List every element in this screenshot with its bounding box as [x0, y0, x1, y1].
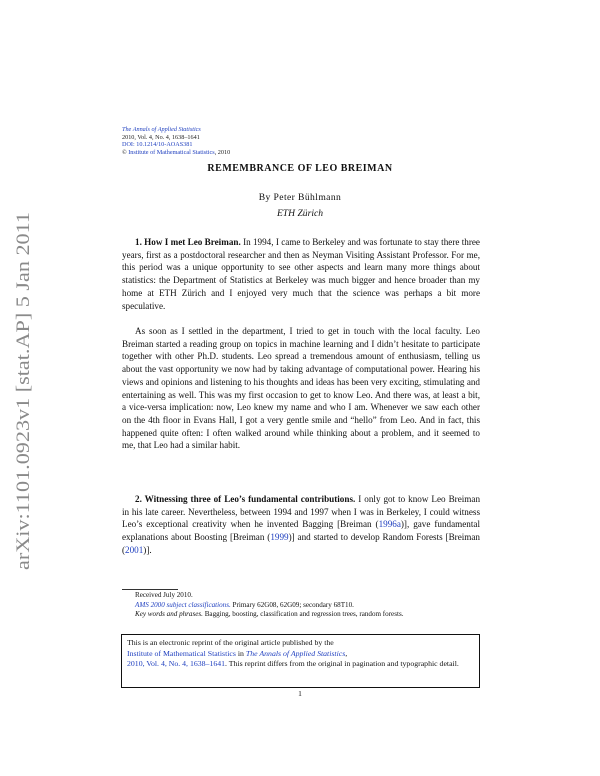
reprint-citation-link[interactable]: 2010, Vol. 4, No. 4, 1638–1641 — [127, 659, 226, 669]
footnote-keywords — [122, 610, 480, 620]
page-number: 1 — [298, 689, 302, 698]
ams-classification-text: Primary 62G08, 62G09; secondary 68T10. — [230, 600, 354, 609]
reprint-notice — [121, 634, 480, 688]
copyright-year: , 2010 — [214, 148, 231, 156]
section-1-heading: 1. How I met Leo Breiman. — [135, 237, 241, 247]
arxiv-stamp-text: arXiv:1101.0923v1 [stat.AP] 5 Jan 2011 — [14, 271, 34, 570]
citation-link-2001[interactable]: 2001 — [125, 544, 144, 555]
arxiv-stamp — [4, 210, 38, 570]
section-2-text-b: )], gave fundamental explanations about Boosting [Breiman ( — [122, 519, 480, 543]
paper-author: By Peter Bühlmann — [258, 192, 342, 203]
section-1 — [122, 236, 480, 312]
copyright-symbol: © — [122, 148, 127, 156]
section-2-text-a: I only got to know Leo Breiman in his late career. Nevertheless, between 1994 and 1997 when I was in Berkeley, I could witness Leo’s exceptional creativity when he invented Bagging [Breiman ( — [122, 494, 481, 530]
section-2-heading: 2. Witnessing three of Leo’s fundamental contributions. — [135, 494, 356, 504]
journal-doi[interactable]: DOI: 10.1214/10-AOAS381 — [122, 141, 193, 149]
footnote-ams — [122, 601, 480, 611]
citation-link-1999[interactable]: 1999 — [270, 532, 289, 543]
keywords-label: Key words and phrases. — [135, 610, 203, 619]
reprint-rest: . This reprint differs from the original in pagination and typographic detail. — [225, 659, 459, 669]
reprint-line-1: This is an electronic reprint of the original article published by the — [127, 638, 334, 647]
journal-copyright — [122, 149, 230, 157]
section-1-para-1-text: In 1994, I came to Berkeley and was fortunate to stay there three years, first as a postdoctoral researcher and then as Neyman Visiting Assistant Professor. For me, this period was a unique opportunity to see other aspects and learn many more things about statistics: the Department of Statistics at Berkeley was much bigger and hence broader than my home at ETH Zürich and I enjoyed very much that the science was perhaps a bit more speculative. — [122, 237, 480, 311]
journal-citation: 2010, Vol. 4, No. 4, 1638–1641 — [122, 133, 200, 141]
citation-link-1996a[interactable]: 1996a — [378, 519, 401, 530]
section-1-continued — [122, 325, 480, 452]
keywords-text: Bagging, boosting, classification and regression trees, random forests. — [202, 610, 404, 619]
footnotes — [122, 591, 480, 620]
section-2-text-c: )] and started to develop Random Forests [Breiman ( — [122, 532, 480, 555]
reprint-in: in — [235, 648, 246, 658]
section-2 — [122, 493, 480, 557]
paper-title: REMEMBRANCE OF LEO BREIMAN — [207, 163, 393, 174]
reprint-journal-link[interactable]: The Annals of Applied Statistics — [245, 648, 346, 658]
ams-classification-link[interactable]: AMS 2000 subject classifications. — [135, 600, 231, 609]
reprint-org-link[interactable]: Institute of Mathematical Statistics — [127, 648, 236, 658]
copyright-org-link[interactable]: Institute of Mathematical Statistics — [128, 148, 215, 156]
footnote-received: Received July 2010. — [135, 591, 193, 599]
arxiv-stamp-svg — [4, 210, 38, 570]
section-2-text-d: )]. — [143, 544, 152, 555]
section-1-para-2: As soon as I settled in the department, I tried to get in touch with the local faculty. Leo Breiman started a reading group on topics in machine learning and I didn’t hesitate to participate together with other Ph.D. students. Leo spread a tremendous amount of enthusiasm, telling us about the vast opportunity we now had by taking advantage of computational power. Hearing his views and opinions and listening to his thoughts and ideas has been very exciting, stimulating and entertaining as well. This was my first occasion to get to know Leo. And there was, at least a bit, a vice-versa implication: now, Leo knew my name and who I am. Whenever we saw each other on the 4th floor in Evans Hall, I got a very gentle smile and “hello” from Leo. And in fact, this happened quite often: I often walked around while thinking about a problem, and it seemed to me, that Leo had a similar habit. — [122, 326, 480, 451]
footnote-rule — [122, 589, 178, 590]
journal-header — [122, 126, 230, 156]
reprint-comma: , — [345, 648, 348, 658]
journal-name[interactable]: The Annals of Applied Statistics — [122, 126, 201, 133]
section-1-para-1 — [122, 236, 480, 312]
paper-affiliation: ETH Zürich — [276, 208, 324, 219]
section-2-para-1 — [122, 493, 480, 557]
